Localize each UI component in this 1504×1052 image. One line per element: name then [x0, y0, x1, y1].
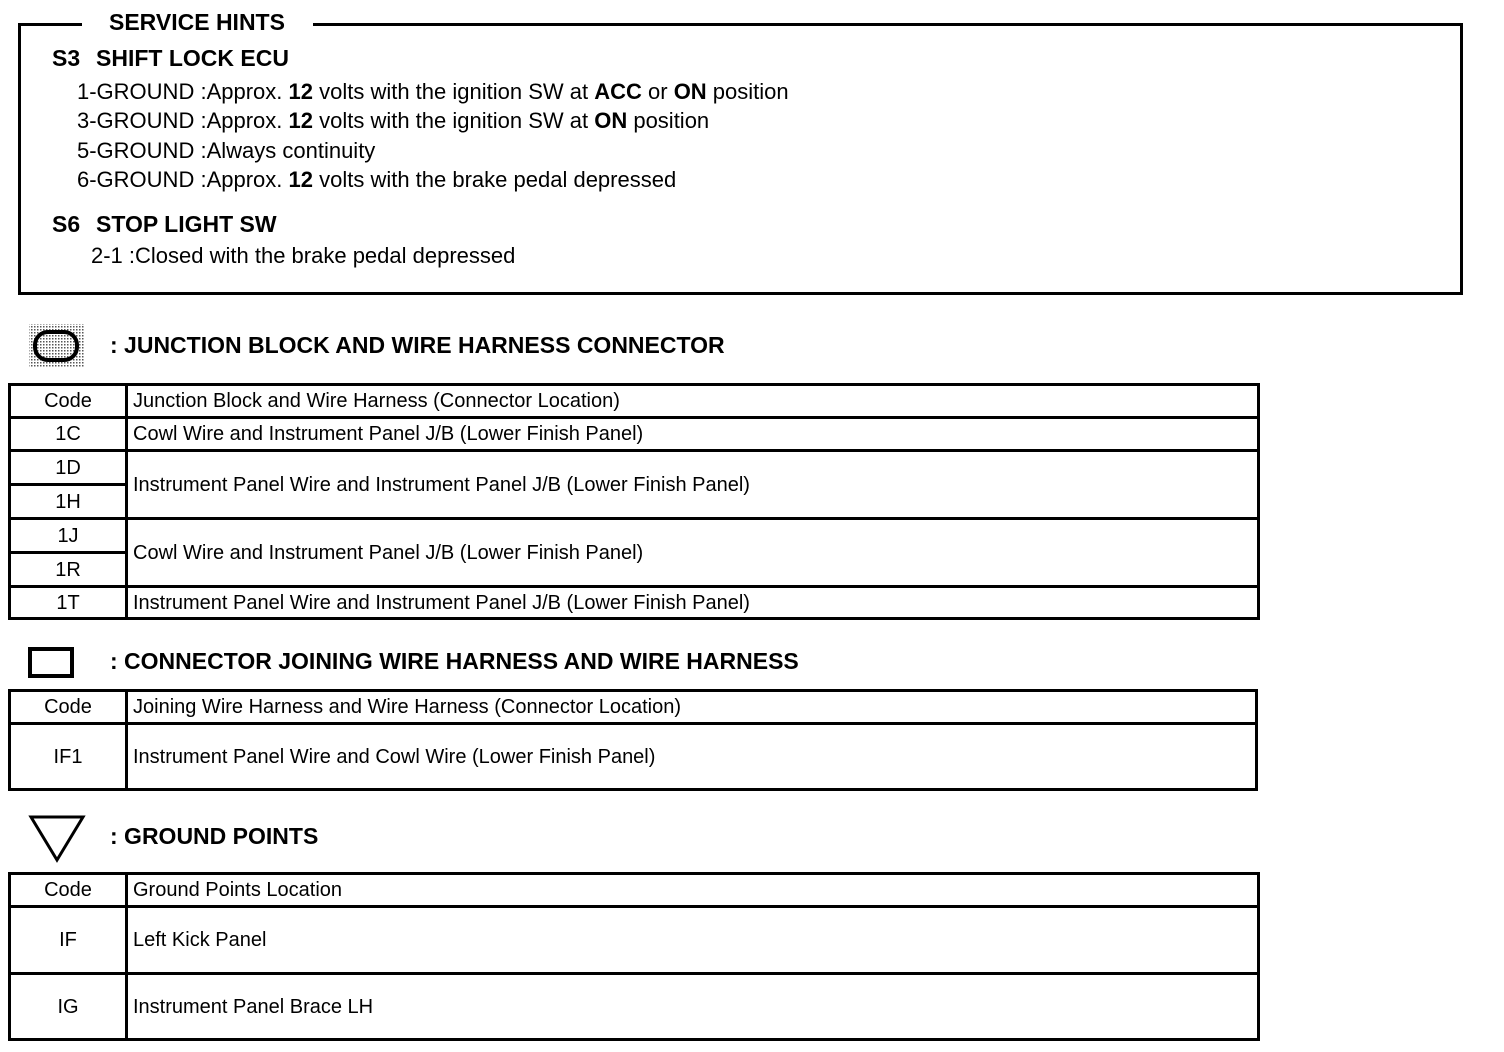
hint-heading-s3 — [52, 43, 289, 73]
hint-emphasis-text: ON — [594, 108, 628, 133]
table-cell-desc: Left Kick Panel — [127, 907, 1259, 974]
table-header-desc: Ground Points Location — [127, 874, 1259, 907]
hint-line — [77, 77, 789, 106]
hint-text: position — [706, 79, 789, 104]
hint-text: Always continuity — [206, 138, 376, 163]
table-cell-desc: Cowl Wire and Instrument Panel J/B (Lower Finish Panel) — [127, 418, 1259, 451]
table-header-row — [10, 691, 1257, 724]
hint-component-name: STOP LIGHT SW — [96, 211, 277, 237]
service-hints-title: SERVICE HINTS — [82, 7, 313, 37]
table-cell-desc: Cowl Wire and Instrument Panel J/B (Lower Finish Panel) — [127, 519, 1259, 587]
hint-terminal: 3-GROUND : — [77, 108, 207, 133]
hint-emphasis-text: 12 — [288, 108, 313, 133]
ground-triangle-symbol-icon — [28, 814, 86, 864]
hint-code: S3 — [52, 45, 81, 71]
hint-terminal: 2-1 : — [91, 243, 136, 268]
connector-rectangle-symbol-icon — [28, 647, 76, 679]
hint-terminal: 1-GROUND : — [77, 79, 207, 104]
table-cell-desc: Instrument Panel Wire and Instrument Panel J/B (Lower Finish Panel) — [127, 587, 1259, 619]
table-header-code: Code — [10, 874, 127, 907]
hint-component-name: SHIFT LOCK ECU — [96, 45, 289, 71]
table-header-desc: Junction Block and Wire Harness (Connector Location) — [127, 385, 1259, 418]
hint-text: Approx. — [206, 79, 289, 104]
table-cell-code: IF — [10, 907, 127, 974]
table-cell-code: IG — [10, 974, 127, 1040]
table-row — [10, 451, 1259, 485]
hint-emphasis-text: 12 — [288, 167, 313, 192]
hint-text: volts with the ignition SW at — [312, 79, 595, 104]
hint-terminal: 6-GROUND : — [77, 167, 207, 192]
connector-joining-heading: : CONNECTOR JOINING WIRE HARNESS AND WIRE HARNESS — [110, 648, 799, 674]
table-cell-code: 1H — [10, 485, 127, 519]
table-cell-code: 1C — [10, 418, 127, 451]
table-cell-desc: Instrument Panel Wire and Cowl Wire (Lower Finish Panel) — [127, 724, 1257, 790]
table-row — [10, 974, 1259, 1040]
hint-text: position — [627, 108, 710, 133]
connector-joining-table — [8, 689, 1258, 791]
hint-text: Approx. — [206, 108, 289, 133]
table-header-row — [10, 385, 1259, 418]
hint-emphasis-text: ON — [673, 79, 707, 104]
table-row — [10, 418, 1259, 451]
table-header-row — [10, 874, 1259, 907]
hint-line — [91, 241, 515, 270]
hint-terminal: 5-GROUND : — [77, 138, 207, 163]
table-cell-code: 1T — [10, 587, 127, 619]
hint-emphasis-text: ACC — [594, 79, 642, 104]
table-cell-desc: Instrument Panel Brace LH — [127, 974, 1259, 1040]
table-row — [10, 587, 1259, 619]
hint-heading-s6 — [52, 209, 277, 239]
hint-line — [77, 136, 375, 165]
hint-emphasis-text: 12 — [288, 79, 313, 104]
ground-points-heading: : GROUND POINTS — [110, 823, 319, 849]
table-cell-code: 1D — [10, 451, 127, 485]
table-cell-desc: Instrument Panel Wire and Instrument Panel J/B (Lower Finish Panel) — [127, 451, 1259, 519]
hint-text: Closed with the brake pedal depressed — [135, 243, 516, 268]
hint-text: volts with the ignition SW at — [312, 108, 595, 133]
hint-text: or — [641, 79, 674, 104]
ground-points-table — [8, 872, 1260, 1041]
table-header-code: Code — [10, 691, 127, 724]
table-row — [10, 519, 1259, 553]
hint-line — [77, 106, 709, 135]
hint-text: Approx. — [206, 167, 289, 192]
table-header-code: Code — [10, 385, 127, 418]
hint-code: S6 — [52, 211, 81, 237]
table-row — [10, 724, 1257, 790]
junction-block-symbol-icon — [28, 323, 86, 369]
table-cell-code: IF1 — [10, 724, 127, 790]
hint-text: volts with the brake pedal depressed — [312, 167, 677, 192]
table-row — [10, 907, 1259, 974]
hint-line — [77, 165, 676, 194]
table-header-desc: Joining Wire Harness and Wire Harness (Connector Location) — [127, 691, 1257, 724]
junction-block-table — [8, 383, 1260, 620]
table-cell-code: 1J — [10, 519, 127, 553]
junction-block-heading: : JUNCTION BLOCK AND WIRE HARNESS CONNECTOR — [110, 332, 725, 358]
table-cell-code: 1R — [10, 553, 127, 587]
